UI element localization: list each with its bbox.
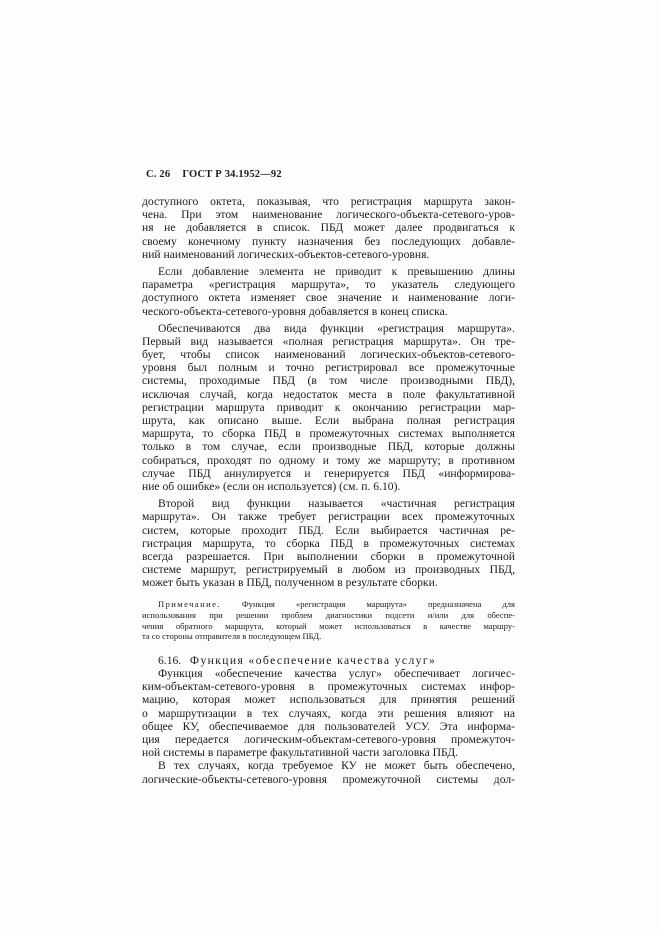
- text-line: логические-объекты-сетевого-уровня промежуточной системы дол-: [142, 772, 515, 786]
- paragraph: [142, 667, 515, 759]
- text-line: ция передается логическим-объектам-сетевого-уровня промежуточ-: [142, 732, 515, 746]
- note-line: чения обратного маршрута, который может использоваться в качестве маршру-: [142, 620, 515, 631]
- text-line: случае ПБД аннулируется и генерируется ПБД «информирова-: [142, 466, 515, 480]
- page-header: [146, 169, 282, 180]
- text-line: системе маршрут, регистрируемый в любом из производных ПБД,: [142, 563, 515, 577]
- text-line: Если добавление элемента не приводит к превышению длины: [158, 264, 515, 278]
- note: [142, 599, 515, 641]
- text-line: систем, которые проходит ПБД. Если выбирается частичная ре-: [142, 523, 515, 537]
- text-line: доступного октета, показывая, что регистрация маршрута закон-: [142, 195, 515, 208]
- text-line: доступного октета изменяет свое значение и наименование логи-: [142, 291, 515, 305]
- text-line: параметра «регистрация маршрута», то указатель следующего: [142, 278, 515, 292]
- body-text: [142, 195, 515, 786]
- text-line: своему конечному пункту назначения без последующих добавле-: [142, 234, 515, 248]
- text-line: только в том случае, если производные ПБД, которые должны: [142, 440, 515, 454]
- section-heading-line: [142, 654, 515, 667]
- text-line: может быть указан в ПБД, полученном в результате сборки.: [142, 576, 438, 590]
- text-line: всегда разрешается. При выполнении сборки в промежуточной: [142, 549, 515, 563]
- text-line: Обеспечиваются два вида функции «регистрация маршрута».: [158, 321, 515, 335]
- section-number: 6.16.: [158, 653, 182, 667]
- paragraph: [142, 759, 515, 785]
- text-line: мацию, которая может использоваться для принятия решений: [142, 693, 515, 707]
- paragraph: [142, 497, 515, 589]
- text-line: Первый вид называется «полная регистрация маршрута». Он тре-: [142, 334, 515, 348]
- section-title: Функция «обеспечение качества услуг»: [189, 653, 437, 667]
- paragraph: [142, 322, 515, 493]
- standard-code: ГОСТ Р 34.1952—92: [182, 169, 282, 180]
- paragraph: [142, 195, 515, 261]
- note-line: [142, 599, 515, 610]
- text-line: ний наименований логических-объектов-сетевого-уровня.: [142, 247, 430, 261]
- text-line: исключая случай, когда недостаток места в поле факультативной: [142, 387, 515, 401]
- note-line: та со стороны отправителя в последующем ПБД.: [142, 631, 322, 642]
- text-line: ня не добавляется в список. ПБД может далее продвигаться к: [142, 221, 515, 235]
- text-line: Второй вид функции называется «частичная регистрация: [158, 497, 515, 511]
- text-line: о маршрутизации в тех случаях, когда эти решения влияют на: [142, 706, 515, 720]
- page-number: С. 26: [146, 169, 171, 180]
- text-line: ким-объектам-сетевого-уровня в промежуточных системах инфор-: [142, 680, 515, 694]
- text-line: В тех случаях, когда требуемое КУ не может быть обеспечено,: [158, 759, 515, 773]
- text-line: гистрация маршрута, то сборка ПБД в промежуточных системах: [142, 536, 515, 550]
- text-line: общее КУ, обеспечиваемое для пользователей УСУ. Эта информа-: [142, 719, 515, 733]
- text-line: шрута, как описано выше. Если выбрана полная регистрация: [142, 414, 515, 427]
- text-line: ной системы в параметре факультативной части заголовка ПБД.: [142, 746, 459, 760]
- text-line: собираться, проходят по одному и тому же маршруту; в противном: [142, 453, 515, 467]
- text-line: Функция «обеспечение качества услуг» обеспечивает логичес-: [158, 667, 515, 680]
- text-line: бует, чтобы список наименований логических-объектов-сетевого-: [142, 348, 515, 362]
- section-heading: [142, 654, 515, 667]
- note-text: Функция «регистрация маршрута» предназначена для: [241, 599, 515, 610]
- text-line: системы, проходимые ПБД (в том числе производными ПБД),: [142, 374, 515, 388]
- text-line: чена. При этом наименование логического-объекта-сетевого-уров-: [142, 208, 515, 222]
- text-line: регистрации маршрута приводит к окончанию регистрации мар-: [142, 400, 515, 414]
- text-line: маршрута, то сборка ПБД в промежуточных системах выполняется: [142, 427, 515, 441]
- text-line: ческого-объекта-сетевого-уровня добавляется в конец списка.: [142, 304, 448, 318]
- note-line: использования при решении проблем диагностики подсети и/или для обеспе-: [142, 610, 515, 621]
- text-line: ние об ошибке» (если он используется) (см. п. 6.10).: [142, 479, 401, 493]
- text-line: маршрута». Он также требует регистрации всех промежуточных: [142, 510, 515, 524]
- note-label: Примечание.: [158, 599, 221, 610]
- paragraph: [142, 265, 515, 318]
- text-line: уровня был полным и точно регистрировал все промежуточные: [142, 361, 515, 375]
